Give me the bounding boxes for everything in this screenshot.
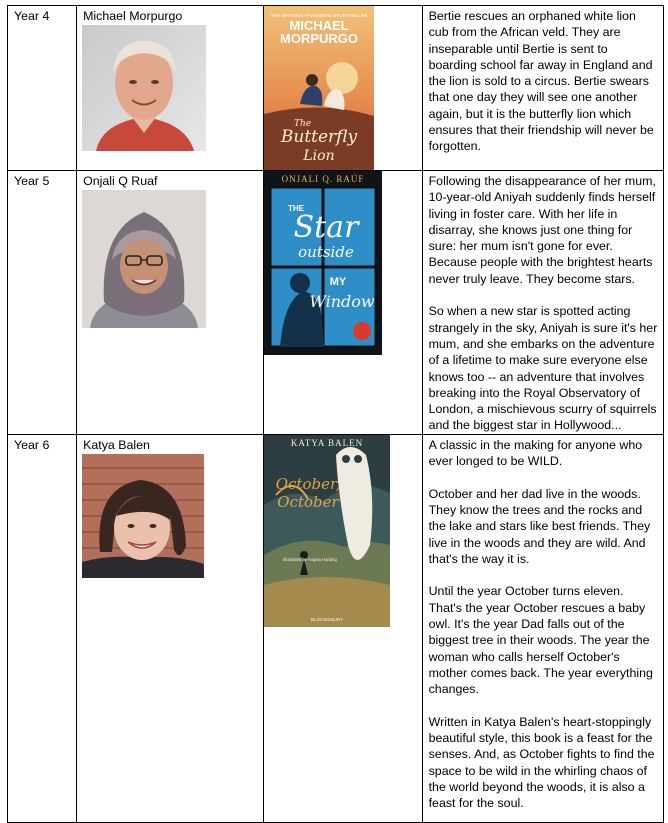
description-paragraph: A classic in the making for anyone who ever longed to be WILD.: [428, 437, 643, 469]
cover-illustrator: Illustrated by Angela Harding: [283, 556, 338, 562]
cover-title-line3: outside: [298, 243, 355, 261]
cover-title-line4: MY: [330, 276, 347, 288]
year-cell: [8, 6, 77, 171]
author-photo: [82, 25, 206, 151]
description-paragraph: Written in Katya Balen's heart-stoppingly beautiful style, this book is a feast for the senses. And, as October fights to find the space to be wild in the whirling chaos of the world beyond the woods, it is also a feast for the soul.: [428, 714, 655, 811]
author-name: Katya Balen: [83, 437, 150, 452]
author-cell: [77, 171, 264, 435]
author-name: Onjali Q Ruaf: [83, 174, 158, 188]
description-paragraph: October and her dad live in the woods. They know the trees and the rocks and the lake and stars like best friends. They live in the woods and they are wild. And that's the way it is.: [428, 486, 651, 566]
cover-cell: [264, 171, 422, 435]
description-cell: [422, 171, 663, 435]
description-paragraph: Bertie rescues an orphaned white lion cub from the African veld. They are inseparable until Bertie is sent to boarding school far away in England and the lion is sold to a circus. Bertie swears that one day they will see one another again, but it is the butterfly lion which ensures that their friendship will never be forgotten.: [428, 9, 654, 154]
description-paragraph: Following the disappearance of her mum, 10-year-old Aniyah suddenly finds herself living in foster care. With her life in disarray, she knows just one thing for sure: her mum isn't gone for ever. Because people with the brightest hearts never truly leave. They become stars.: [428, 174, 656, 286]
cover-title-line2: Star: [293, 210, 359, 245]
author-name: Michael Morpurgo: [83, 9, 183, 23]
table-row: [8, 434, 664, 822]
cover-cell: [264, 434, 422, 822]
book-cover-october-october: [264, 435, 390, 627]
cover-tagline: THE NATION'S FAVOURITE STORYTELLER: [270, 14, 368, 19]
author-cell: [77, 6, 264, 171]
year-label: Year 6: [14, 437, 50, 452]
cover-title-line1: THE: [288, 204, 305, 213]
description-paragraph: Until the year October turns eleven. That's the year October rescues a baby owl. It's the year Dad falls out of the biggest tree in their woods. The year the woman who calls herself October's mother comes back. The year everything changes.: [428, 584, 653, 697]
cover-title-line2: October: [277, 492, 340, 511]
cover-title-line5: Window: [309, 292, 375, 311]
description-cell: [422, 434, 663, 822]
author-photo: [82, 190, 206, 328]
cover-author-line1: MICHAEL: [289, 18, 349, 33]
year-cell: [8, 434, 77, 822]
cover-title-line2: Butterfly: [281, 127, 358, 147]
table-row: [8, 171, 664, 435]
cover-cell: [264, 6, 422, 171]
book-cover-star-outside-my-window: [264, 171, 382, 355]
cover-title-line1: The: [294, 119, 312, 129]
book-table: [7, 5, 664, 823]
cover-author-line: KATYA BALEN: [291, 437, 364, 448]
cover-author-line: ONJALI Q. RAÚF: [281, 174, 365, 184]
cover-title-line3: Lion: [303, 148, 335, 164]
book-cover-butterfly-lion: [264, 6, 374, 170]
cover-title-line1: October,: [276, 474, 341, 493]
year-cell: [8, 171, 77, 435]
cover-publisher: BLOOMSBURY: [311, 616, 344, 622]
year-label: Year 5: [14, 174, 50, 188]
author-cell: [77, 434, 264, 822]
year-label: Year 4: [14, 9, 50, 23]
description-cell: [422, 6, 663, 171]
table-row: [8, 6, 664, 171]
author-photo: [82, 454, 204, 578]
description-paragraph: So when a new star is spotted acting strangely in the sky, Aniyah is sure it's her mum, and she embarks on the adventure of a lifetime to make sure everyone else knows too -- an adventure that involves breaking into the Royal Observatory of London, a mischievous scurry of squirrels and the biggest star in Hollywood...: [428, 304, 658, 433]
cover-author-line2: MORPURGO: [280, 31, 359, 46]
